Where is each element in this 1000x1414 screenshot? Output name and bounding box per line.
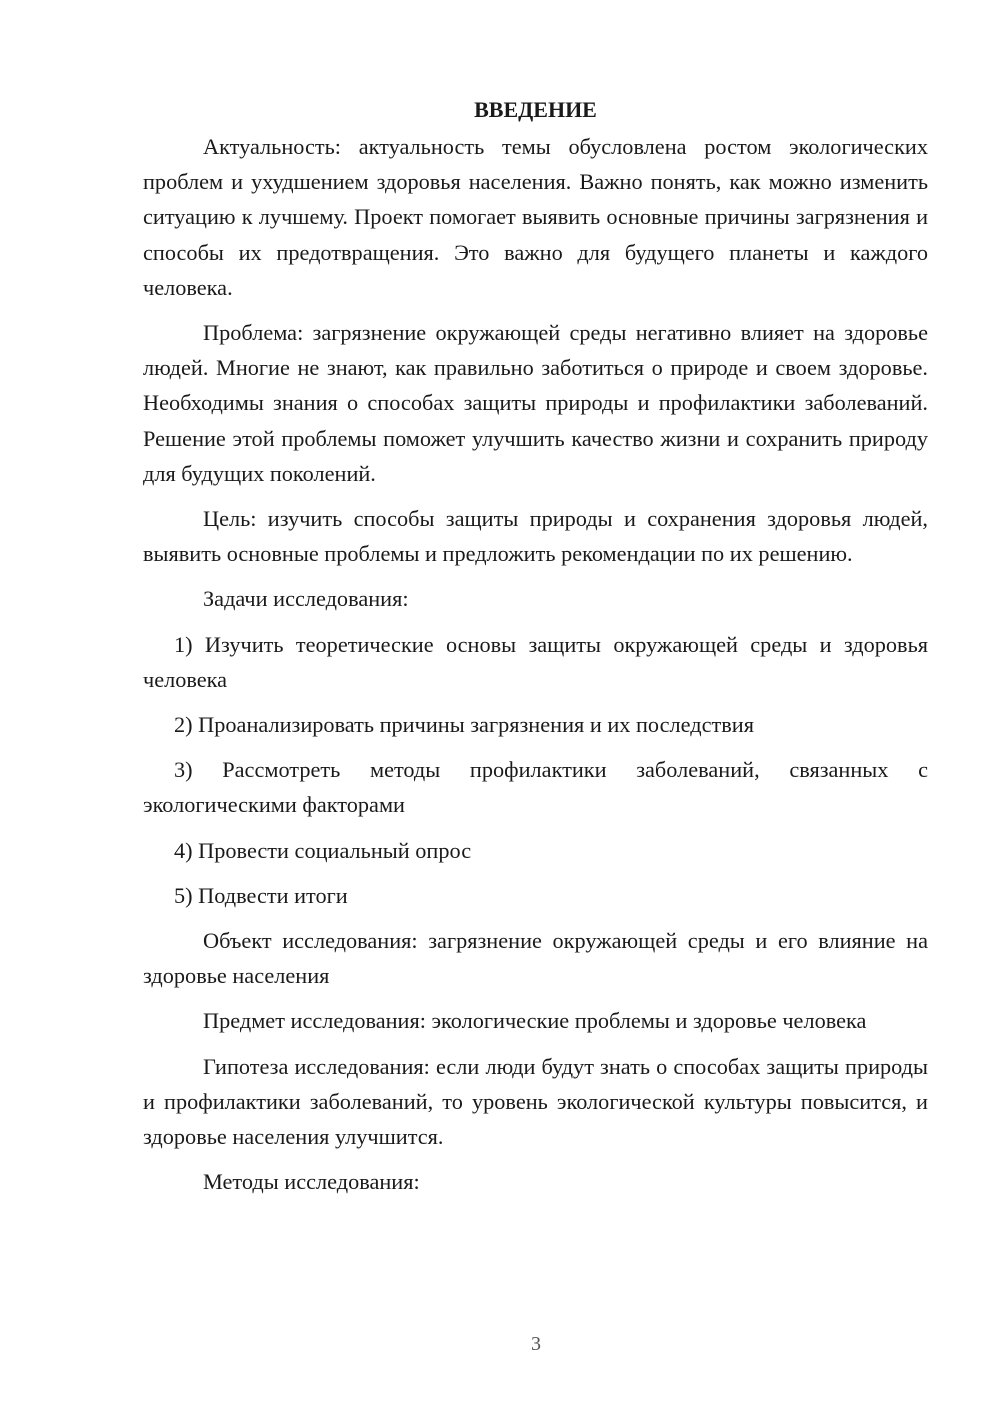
- task-item-2: 2) Проанализировать причины загрязнения и их последствия: [174, 712, 754, 738]
- page-number: 3: [531, 1333, 541, 1355]
- paragraph-methods: Методы исследования:: [203, 1169, 420, 1195]
- task-item-4: 4) Провести социальный опрос: [174, 837, 472, 863]
- paragraph-relevance: Актуальность: актуальность темы обусловлена ростом экологических проблем и ухудшением здоровья населения. Важно понять, как можно изменить ситуацию к лучшему. Проект помогает выявить основные причины загрязнения и способы их предотвращения. Это важно для будущего планеты и каждого человека.: [143, 134, 928, 300]
- task-item-3: 3) Рассмотреть методы профилактики заболеваний, связанных с экологическими факторами: [143, 757, 928, 818]
- document-page: [143, 92, 928, 1199]
- task-item-1: 1) Изучить теоретические основы защиты окружающей среды и здоровья человека: [143, 631, 928, 692]
- section-title: ВВЕДЕНИЕ: [474, 97, 597, 122]
- paragraph-tasks-heading: Задачи исследования:: [203, 586, 409, 612]
- paragraph-goal: Цель: изучить способы защиты природы и сохранения здоровья людей, выявить основные проблемы и предложить рекомендации по их решению.: [143, 506, 928, 567]
- paragraph-problem: Проблема: загрязнение окружающей среды негативно влияет на здоровье людей. Многие не знают, как правильно заботиться о природе и своем здоровье. Необходимы знания о способах защиты природы и профилактики заболеваний. Решение этой проблемы поможет улучшить качество жизни и сохранить природу для будущих поколений.: [143, 320, 928, 486]
- paragraph-object: Объект исследования: загрязнение окружающей среды и его влияние на здоровье населения: [143, 928, 928, 989]
- task-item-5: 5) Подвести итоги: [174, 882, 348, 908]
- paragraph-subject: Предмет исследования: экологические проблемы и здоровье человека: [203, 1008, 867, 1034]
- paragraph-hypothesis: Гипотеза исследования: если люди будут знать о способах защиты природы и профилактики заболеваний, то уровень экологической культуры повысится, и здоровье населения улучшится.: [143, 1053, 928, 1150]
